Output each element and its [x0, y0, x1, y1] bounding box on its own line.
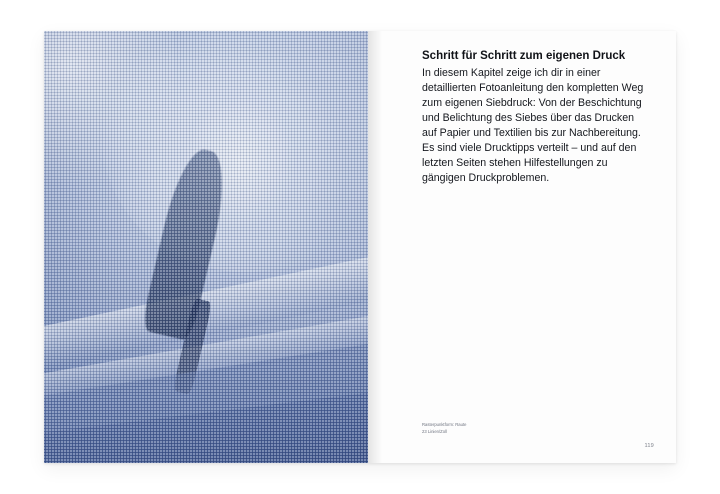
left-page-photo	[44, 31, 368, 463]
book-spread	[44, 31, 676, 463]
text-column	[422, 49, 646, 186]
image-caption	[422, 422, 572, 435]
page-body-text: In diesem Kapitel zeige ich dir in einer detaillierten Fotoanleitung den kompletten Weg zum eigenen Siebdruck: Von der Beschichtung und Belichtung des Siebes über das Drucken auf Papier und Textilien bis zur Nachbereitung. Es sind viele Drucktipps verteilt – und auf den letzten Seiten stehen Hilfestellungen zu gängigen Druckproblemen.	[422, 66, 644, 184]
halftone-highlight-overlay	[44, 31, 368, 463]
caption-line-2: 23 Linien/Zoll	[422, 428, 447, 434]
right-page-text	[368, 31, 676, 463]
caption-line-1: Rasterpunktform: Raute	[422, 422, 467, 427]
page-number: 119	[644, 443, 654, 449]
page-heading: Schritt für Schritt zum eigenen Druck	[422, 50, 626, 62]
